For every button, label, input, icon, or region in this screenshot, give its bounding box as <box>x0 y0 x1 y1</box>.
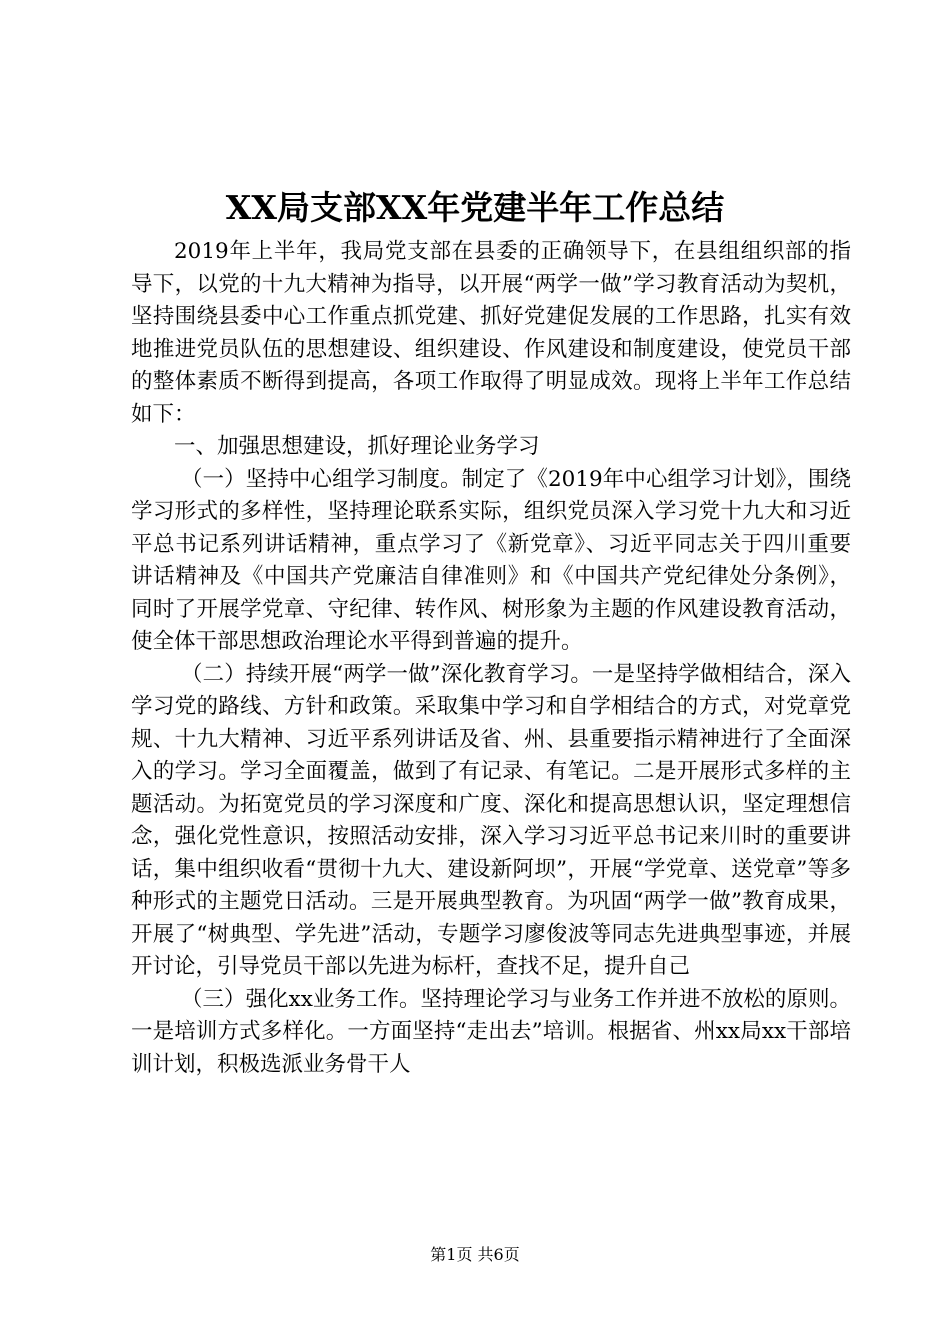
document-title: XX局支部XX年党建半年工作总结 <box>225 188 725 227</box>
page-footer: 第1页 共6页 <box>430 1245 520 1264</box>
section-heading-1: 一、加强思想建设，抓好理论业务学习 <box>174 434 540 459</box>
paragraph-1: （一）坚持中心组学习制度。制定了《2019年中心组学习计划》，围绕学习形式的多样性，坚持理论联系实际，组织党员深入学习党十九大和习近平总书记系列讲话精神，重点学习了《新党章》、习近平同志关于四川重要讲话精神及《中国共产党廉洁自律准则》和《中国共产党纪律处分条例》，同时了开展学党章、守纪律、转作风、树形象为主题的作风建设教育活动，使全体干部思想政治理论水平得到普遍的提升。 <box>131 466 851 654</box>
document-body <box>131 236 851 1081</box>
intro-paragraph: 2019年上半年，我局党支部在县委的正确领导下，在县组组织部的指导下，以党的十九大精神为指导，以开展“两学一做”学习教育活动为契机，坚持围绕县委中心工作重点抓党建、抓好党建促发展的工作思路，扎实有效地推进党员队伍的思想建设、组织建设、作风建设和制度建设，使党员干部的整体素质不断得到提高，各项工作取得了明显成效。现将上半年工作总结如下： <box>131 239 851 427</box>
paragraph-2: （二）持续开展“两学一做”深化教育学习。一是坚持学做相结合，深入学习党的路线、方针和政策。采取集中学习和自学相结合的方式，对党章党规、十九大精神、习近平系列讲话及省、州、县重要指示精神进行了全面深入的学习。学习全面覆盖，做到了有记录、有笔记。二是开展形式多样的主题活动。为拓宽党员的学习深度和广度、深化和提高思想认识，坚定理想信念，强化党性意识，按照活动安排，深入学习习近平总书记来川时的重要讲话，集中组织收看“贯彻十九大、建设新阿坝”，开展“学党章、送党章”等多种形式的主题党日活动。三是开展典型教育。为巩固“两学一做”教育成果，开展了“树典型、学先进”活动，专题学习廖俊波等同志先进典型事迹，并展开讨论，引导党员干部以先进为标杆，查找不足，提升自己 <box>131 661 851 979</box>
paragraph-3: （三）强化xx业务工作。坚持理论学习与业务工作并进不放松的原则。一是培训方式多样化。一方面坚持“走出去”培训。根据省、州xx局xx干部培训计划，积极选派业务骨干人 <box>131 986 851 1077</box>
